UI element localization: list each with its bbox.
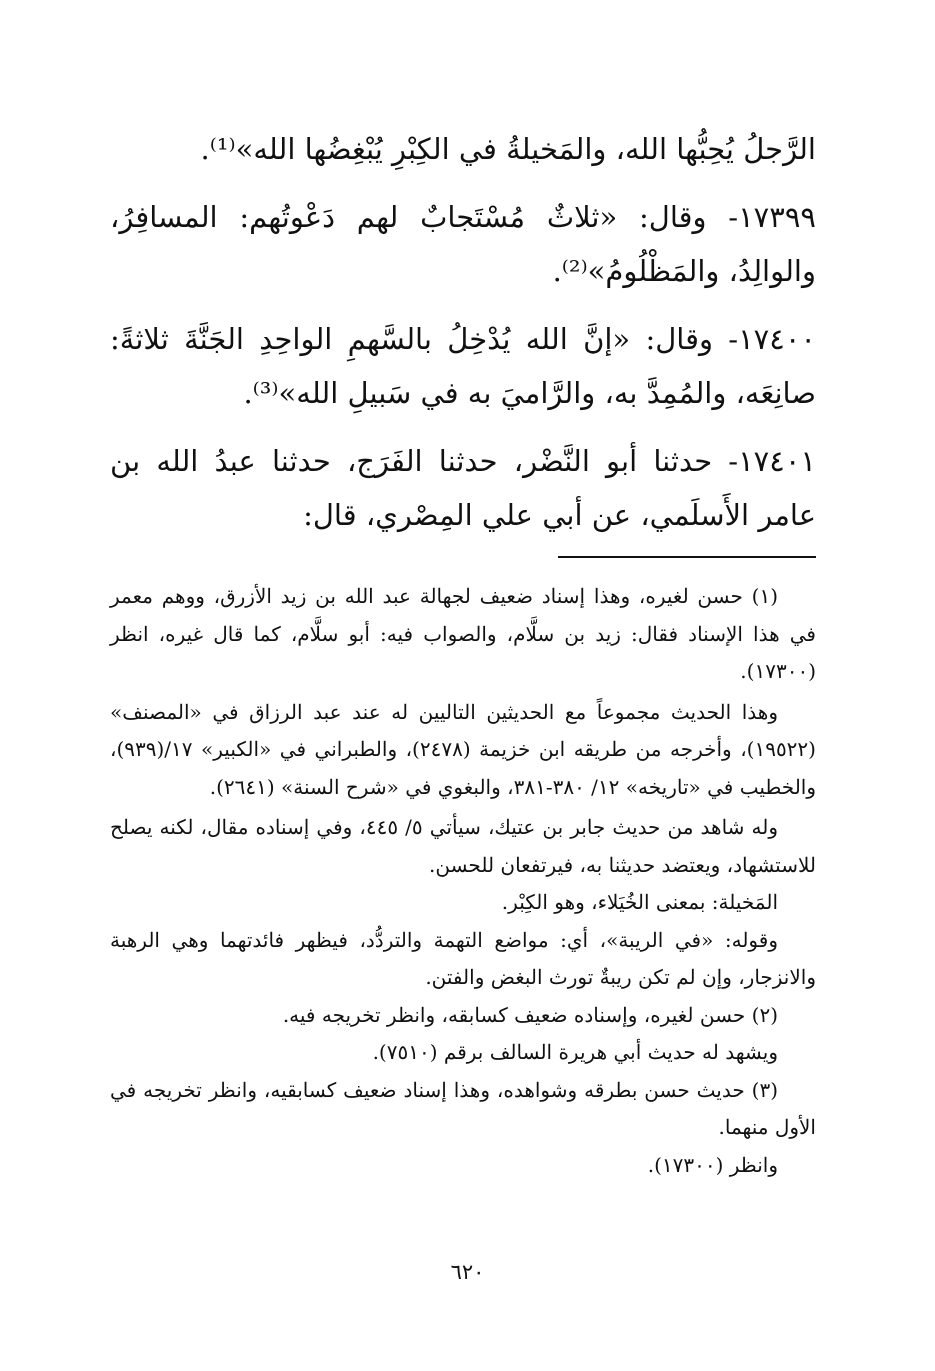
hadith-continuation: الرَّجلُ يُحِبُّها الله، والمَخيلةُ في الكِبْرِ يُبْغِضُها الله»⁽¹⁾. [200, 132, 816, 166]
footnote-3: (٣) حديث حسن بطرقه وشواهده، وهذا إسناد ضعيف كسابقيه، وانظر تخريجه في الأول منهما. [110, 1077, 816, 1139]
footnote-2: (٢) حسن لغيره، وإسناده ضعيف كسابقه، وانظر تخريجه فيه. [282, 1002, 778, 1027]
hadith-17399: ١٧٣٩٩- وقال: «ثلاثٌ مُسْتَجابٌ لهم دَعْوتُهم: المسافِرُ، والوالِدُ، والمَظْلُومُ»⁽²⁾. [110, 200, 816, 288]
page-number: ٦٢٠ [450, 1260, 485, 1284]
footnote-2-paragraph-2: ويشهد له حديث أبي هريرة السالف برقم (٧٥١٠). [372, 1040, 778, 1064]
hadith-17401: ١٧٤٠١- حدثنا أبو النَّضْر، حدثنا الفَرَج، حدثنا عبدُ الله بن عامر الأَسلَمي، عن أبي علي المِصْري، قال: [110, 444, 816, 532]
footnote-3-paragraph-2: وانظر (١٧٣٠٠). [647, 1152, 778, 1177]
hadith-17400: ١٧٤٠٠- وقال: «إنَّ الله يُدْخِلُ بالسَّهمِ الواحِدِ الجَنَّةَ ثلاثةً: صانِعَه، والمُمِدَّ به، والرَّاميَ به في سَبيلِ الله»⁽³⁾. [110, 322, 816, 410]
footnote-1-paragraph-3: وله شاهد من حديث جابر بن عتيك، سيأتي ٥/ ٤٤٥، وفي إسناده مقال، لكنه يصلح للاستشهاد، ويعتضد حديثنا به، فيرتفعان للحسن. [110, 815, 816, 877]
main-text [110, 122, 816, 542]
page-body [110, 110, 816, 1184]
footnote-1-paragraph-2: وهذا الحديث مجموعاً مع الحديثين التاليين له عند عبد الرزاق في «المصنف» (١٩٥٢٢)، وأخرجه من طريقه ابن خزيمة (٢٤٧٨)، والطبراني في «الكبير» ١٧/(٩٣٩)، والخطيب في «تاريخه» ١٢/ ٣٨٠-٣٨١، والبغوي في «شرح السنة» (٢٦٤١). [110, 699, 816, 799]
footnote-1-paragraph-4: المَخيلة: بمعنى الخُيَلاء، وهو الكِبْر. [501, 890, 778, 914]
footnote-1: (١) حسن لغيره، وهذا إسناد ضعيف لجهالة عبد الله بن زيد الأزرق، ووهم معمر في هذا الإسناد فقال: زيد بن سلَّام، والصواب فيه: أبو سلَّام، كما قال غيره، انظر (١٧٣٠٠). [110, 584, 816, 683]
footnote-1-paragraph-5: وقوله: «في الريبة»، أي: مواضع التهمة والتردُّد، فيظهر فائدتهما وهي الرهبة والانزجار، وإن لم تكن ريبةٌ تورث البغض والفتن. [110, 927, 816, 989]
footnotes [110, 578, 816, 1184]
footnote-separator [558, 556, 816, 558]
